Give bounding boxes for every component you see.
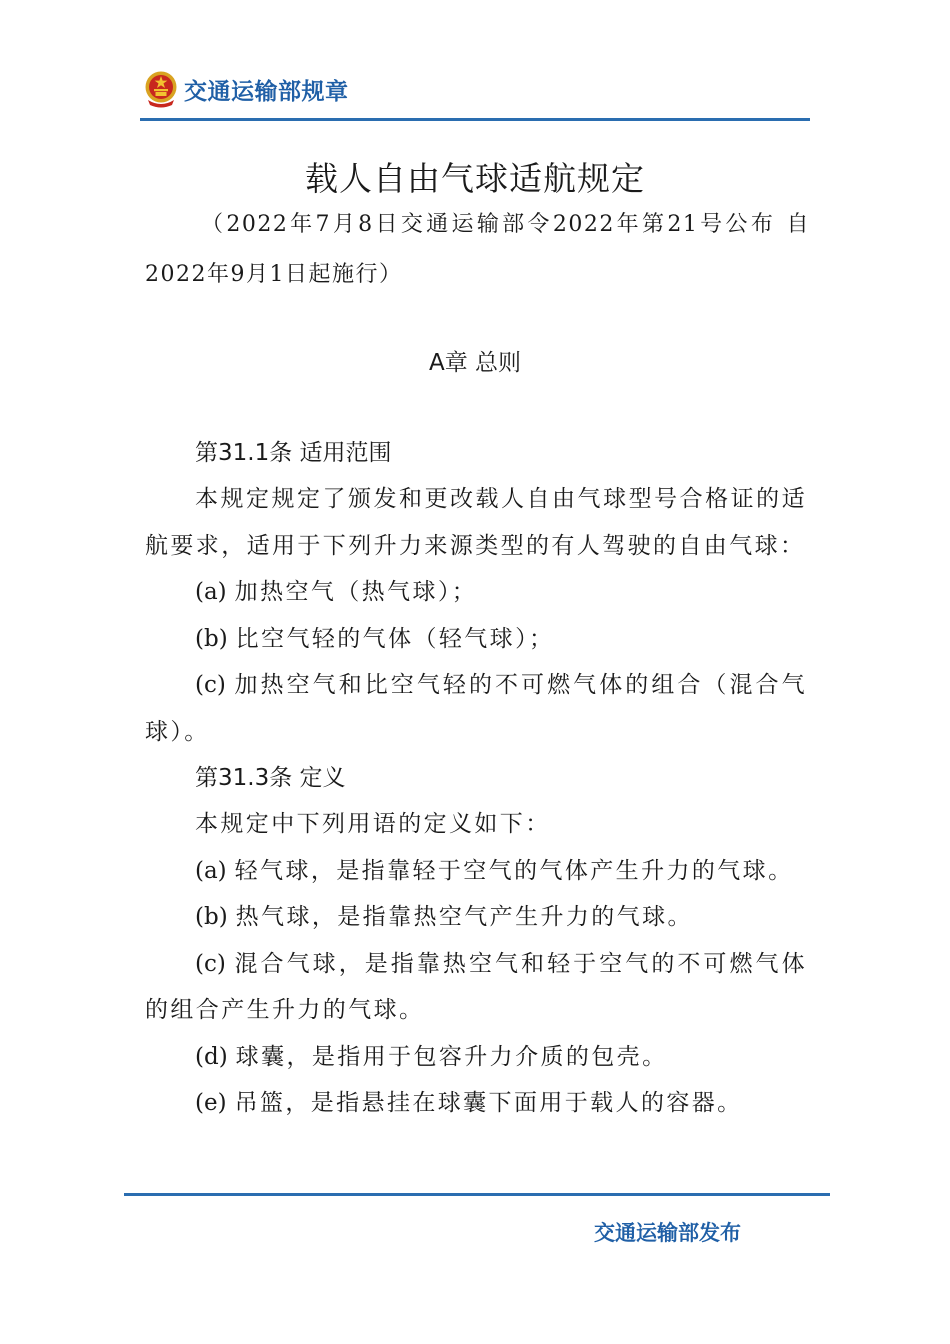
page-header xyxy=(144,66,349,112)
list-item xyxy=(145,569,807,616)
list-item-text: 混合气球，是指靠热空气和轻于空气的不可燃气体的组合产生升力的气球。 xyxy=(145,950,807,1023)
list-item-label: (e) xyxy=(195,1090,227,1116)
list-item-text: 比空气轻的气体（轻气球）； xyxy=(235,625,555,652)
footer-divider xyxy=(124,1193,830,1196)
list-item-label: (c) xyxy=(195,950,226,977)
paragraph-text: 本规定规定了颁发和更改载人自由气球型号合格证的适航要求，适用于下列升力来源类型的有人驾驶的自由气球： xyxy=(145,486,807,559)
list-item-text: 轻气球，是指靠轻于空气的气体产生升力的气球。 xyxy=(234,857,794,884)
footer-publisher: 交通运输部发布 xyxy=(594,1221,741,1245)
list-item-label: (d) xyxy=(195,1043,228,1070)
list-item-text: 吊篮，是指悬挂在球囊下面用于载人的容器。 xyxy=(234,1090,743,1116)
list-item-label: (b) xyxy=(195,904,228,930)
list-item xyxy=(145,616,807,663)
list-item-text: 加热空气（热气球）； xyxy=(234,579,478,605)
list-item xyxy=(145,1034,807,1081)
list-item xyxy=(145,662,807,755)
document-subtitle: （2022年7月8日交通运输部令2022年第21号公布 自2022年9月1日起施行） xyxy=(145,212,810,287)
list-item-label: (c) xyxy=(195,672,226,698)
document-title: 载人自由气球适航规定 xyxy=(305,159,645,198)
list-item xyxy=(145,1080,807,1127)
list-item-label: (b) xyxy=(195,625,228,652)
document-body xyxy=(145,430,807,1127)
list-item-text: 球囊，是指用于包容升力介质的包壳。 xyxy=(235,1043,668,1070)
list-item xyxy=(145,894,807,941)
paragraph xyxy=(145,801,807,848)
article-heading: 第31.3条 定义 xyxy=(195,765,346,791)
list-item-text: 加热空气和比空气轻的不可燃气体的组合（混合气球）。 xyxy=(145,672,807,745)
article-heading: 第31.1条 适用范围 xyxy=(195,440,392,466)
header-title: 交通运输部规章 xyxy=(184,78,349,105)
list-item xyxy=(145,848,807,895)
paragraph xyxy=(145,476,807,569)
list-item-label: (a) xyxy=(195,857,227,884)
list-item-text: 热气球，是指靠热空气产生升力的气球。 xyxy=(235,904,693,930)
paragraph-text: 本规定中下列用语的定义如下： xyxy=(195,811,551,837)
national-emblem-icon xyxy=(144,70,178,108)
header-divider xyxy=(140,118,810,121)
list-item-label: (a) xyxy=(195,579,227,605)
chapter-heading: A章 总则 xyxy=(428,350,522,376)
list-item xyxy=(145,941,807,1034)
